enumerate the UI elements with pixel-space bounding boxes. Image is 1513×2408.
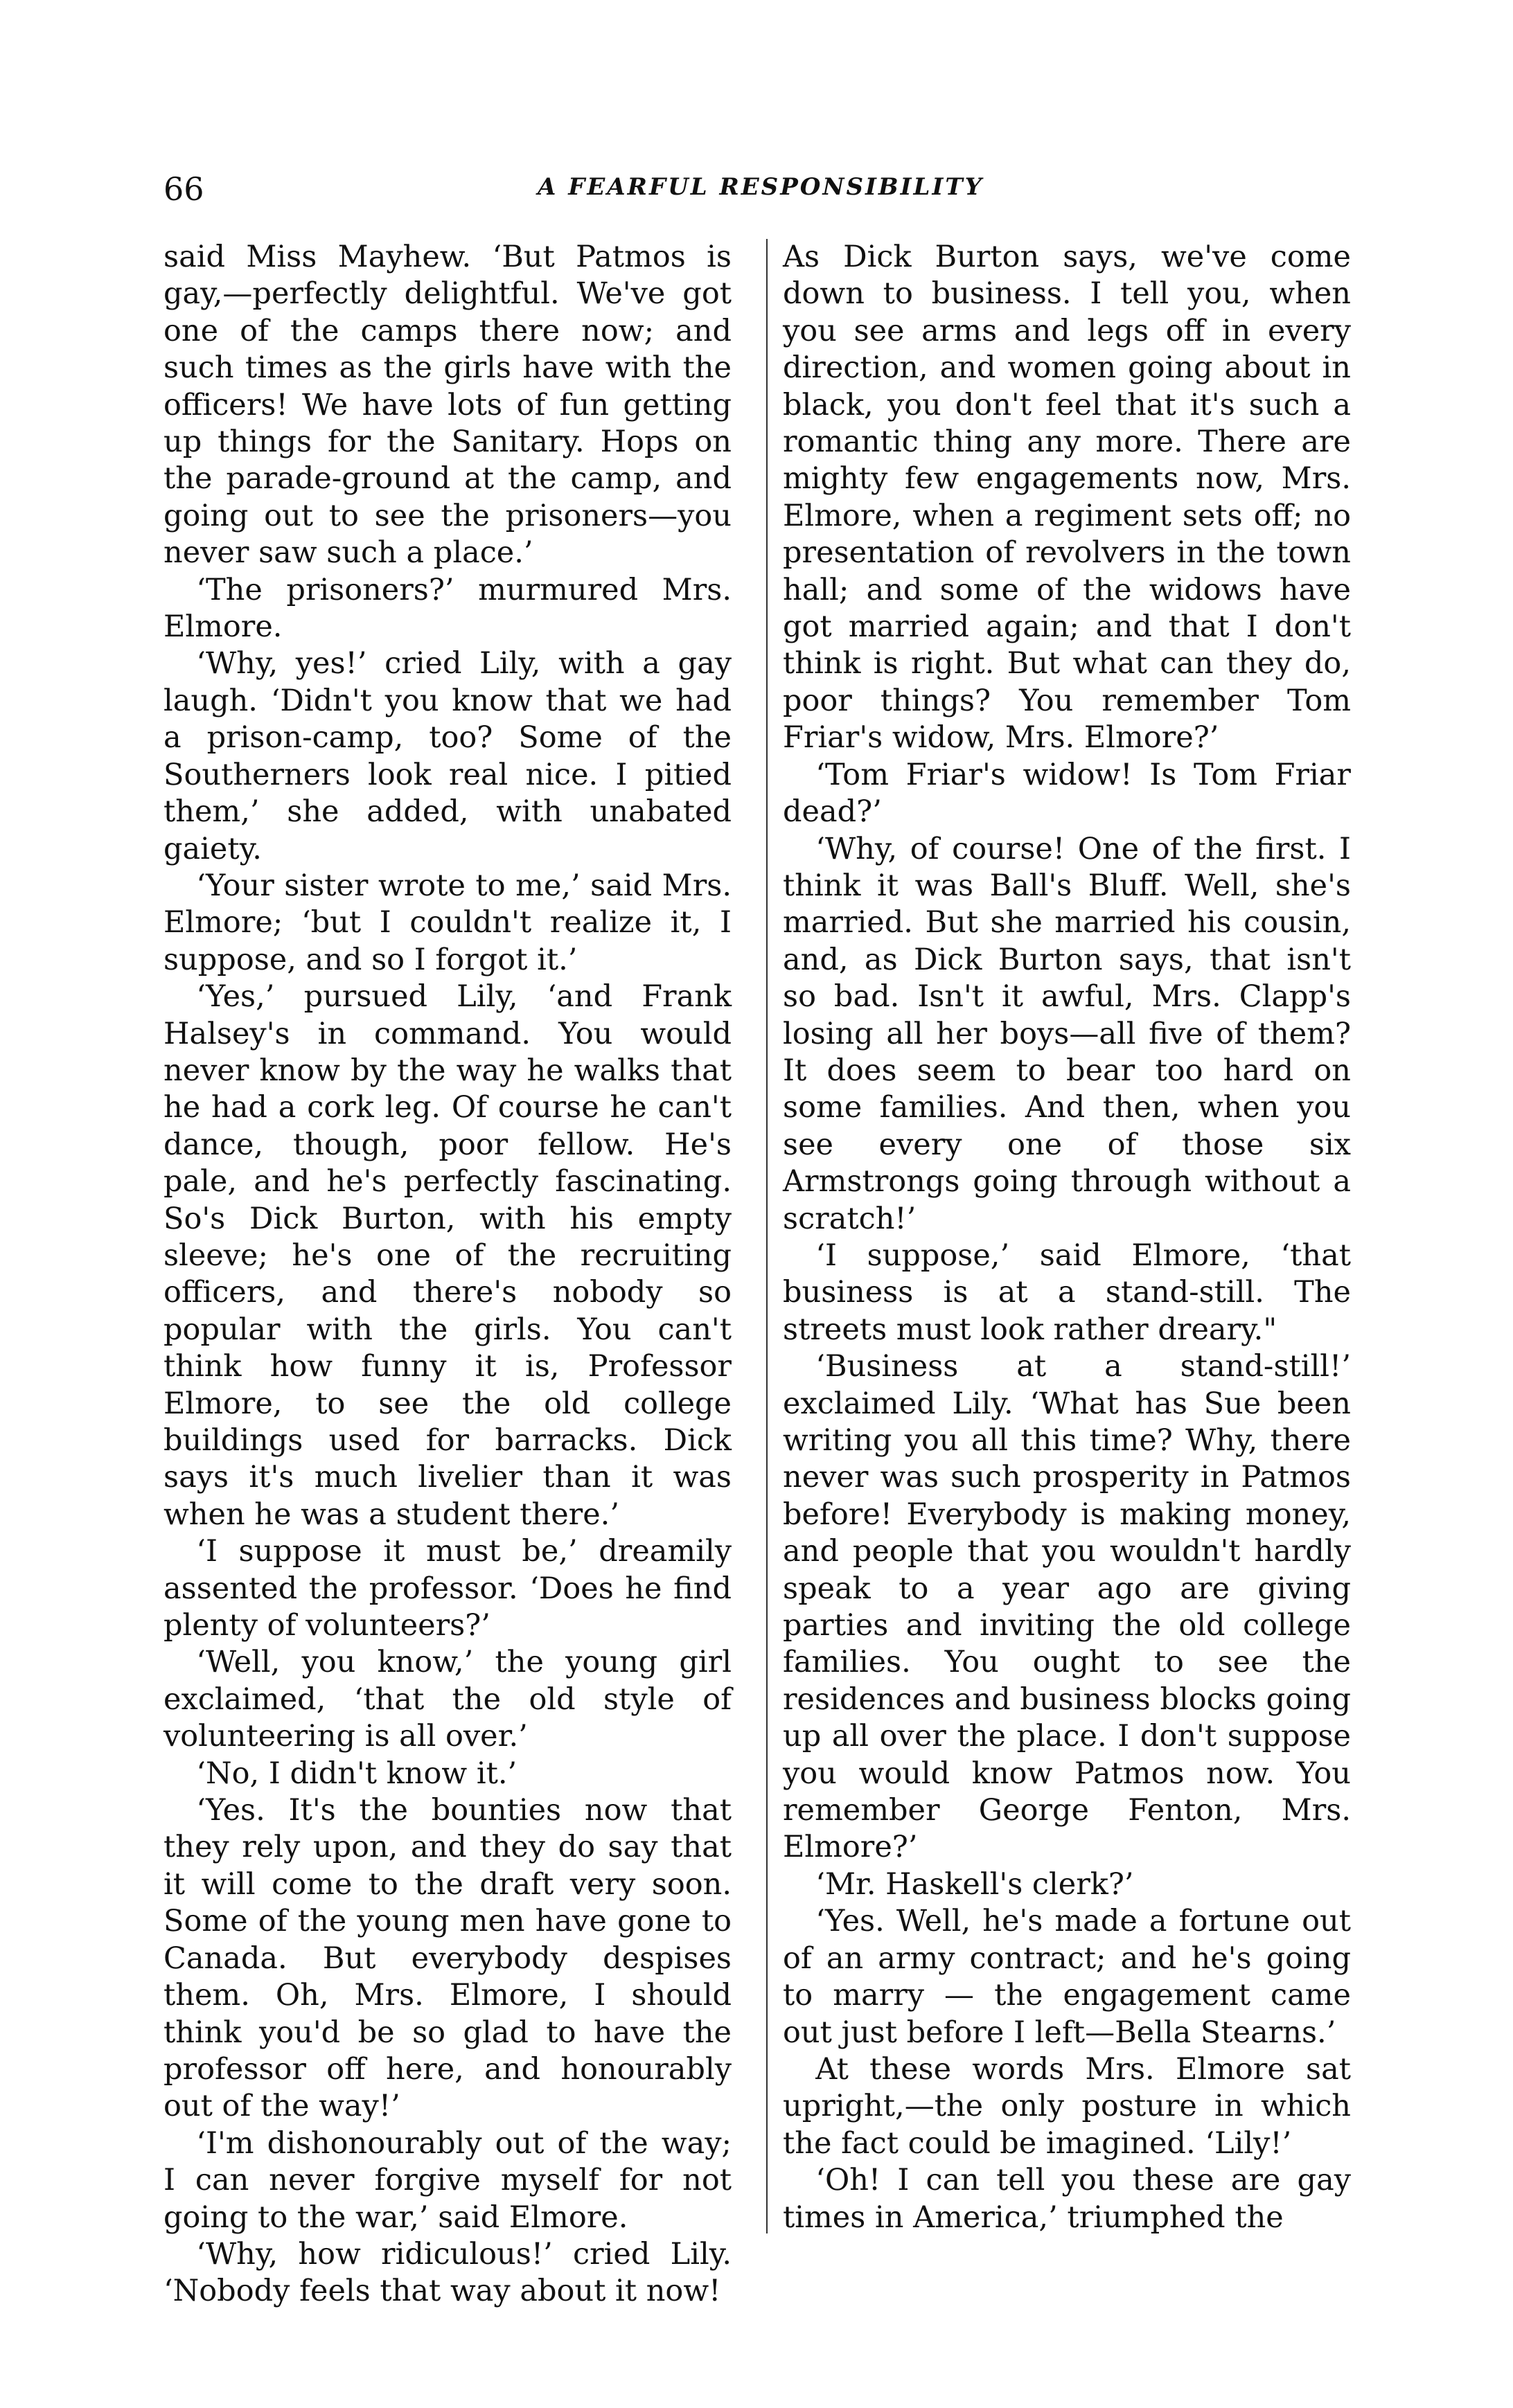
column-divider — [766, 239, 768, 2233]
paragraph: ‘Why, of course! One of the first. I think it was Ball's Bluff. Well, she's married. But she married his cousin, and, as Dick Burton says, that isn't so bad. Isn't it awful, Mrs. Clapp's losing all her boys—all five of them? It does seem to bear too hard on some families. And then, when you see every one of those six Armstrongs going through without a scratch!’ — [783, 831, 1351, 1236]
paragraph: ‘Yes,’ pursued Lily, ‘and Frank Halsey's in command. You would never know by the way he walks that he had a cork leg. Of course he can't dance, though, poor fellow. He's pale, and he's perfectly fascinating. So's Dick Burton, with his empty sleeve; he's one of the recruiting officers, and there's nobody so popular with the girls. You can't think how funny it is, Professor Elmore, to see the old college buildings used for barracks. Dick says it's much livelier than it was when he was a student there.’ — [163, 979, 732, 1532]
paragraph: ‘The prisoners?’ murmured Mrs. Elmore. — [163, 572, 732, 645]
paragraph: ‘Why, how ridiculous!’ cried Lily. ‘Nobody feels that way about it now! — [163, 2236, 732, 2309]
paragraph: ‘Why, yes!’ cried Lily, with a gay laugh. ‘Didn't you know that we had a prison-camp, too? Some of the Southerners look real nice. I pitied them,’ she added, with unabated gaiety. — [163, 646, 732, 866]
paragraph: said Miss Mayhew. ‘But Patmos is gay,—perfectly delightful. We've got one of the camps there now; and such times as the girls have with the officers! We have lots of fun getting up things for the Sanitary. Hops on the parade-ground at the camp, and going out to see the prisoners—you never saw such a place.’ — [163, 240, 732, 571]
right-column — [783, 239, 1351, 2236]
paragraph: ‘No, I didn't know it.’ — [196, 1756, 517, 1791]
paragraph: ‘I'm dishonourably out of the way; I can never forgive myself for not going to the war,’ said Elmore. — [163, 2125, 732, 2235]
page-number: 66 — [163, 170, 204, 208]
paragraph: ‘Yes. It's the bounties now that they rely upon, and they do say that it will come to the draft very soon. Some of the young men have gone to Canada. But everybody despises them. Oh, Mrs. Elmore, I should think you'd be so glad to have the professor off here, and honourably out of the way!’ — [163, 1793, 732, 2124]
paragraph: ‘Yes. Well, he's made a fortune out of an army contract; and he's going to marry — the engagement came out just before I left—Bella Stearns.’ — [783, 1904, 1351, 2050]
paragraph: ‘Your sister wrote to me,’ said Mrs. Elmore; ‘but I couldn't realize it, I suppose, and so I forgot it.’ — [163, 868, 732, 977]
paragraph: ‘I suppose,’ said Elmore, ‘that business is at a stand-still. The streets must look rather dreary." — [783, 1238, 1351, 1347]
left-column — [163, 239, 732, 2310]
page-header — [163, 169, 1358, 217]
paragraph: ‘Business at a stand-still!’ exclaimed Lily. ‘What has Sue been writing you all this time? Why, there never was such prosperity in Patmos before! Everybody is making money, and people that you wouldn't hardly speak to a year ago are giving parties and inviting the old college families. You ought to see the residences and business blocks going up all over the place. I don't suppose you would know Patmos now. You remember George Fenton, Mrs. Elmore?’ — [783, 1349, 1351, 1865]
paragraph: At these words Mrs. Elmore sat upright,—the only posture in which the fact could be imagined. ‘Lily!’ — [783, 2051, 1351, 2161]
running-title: A FEARFUL RESPONSIBILITY — [538, 173, 984, 201]
paragraph: ‘Mr. Haskell's clerk?’ — [815, 1866, 1134, 1902]
paragraph: As Dick Burton says, we've come down to business. I tell you, when you see arms and legs off in every direction, and women going about in black, you don't feel that it's such a romantic thing any more. There are mighty few engagements now, Mrs. Elmore, when a regiment sets off; no presentation of revolvers in the town hall; and some of the widows have got married again; and that I don't think is right. But what can they do, poor things? You remember Tom Friar's widow, Mrs. Elmore?’ — [783, 240, 1351, 756]
paragraph: ‘Tom Friar's widow! Is Tom Friar dead?’ — [783, 757, 1351, 830]
paragraph: ‘Well, you know,’ the young girl exclaimed, ‘that the old style of volunteering is all over.’ — [163, 1645, 732, 1754]
paragraph: ‘I suppose it must be,’ dreamily assented the professor. ‘Does he find plenty of volunteers?’ — [163, 1534, 732, 1643]
paragraph: ‘Oh! I can tell you these are gay times in America,’ triumphed the — [783, 2163, 1351, 2235]
